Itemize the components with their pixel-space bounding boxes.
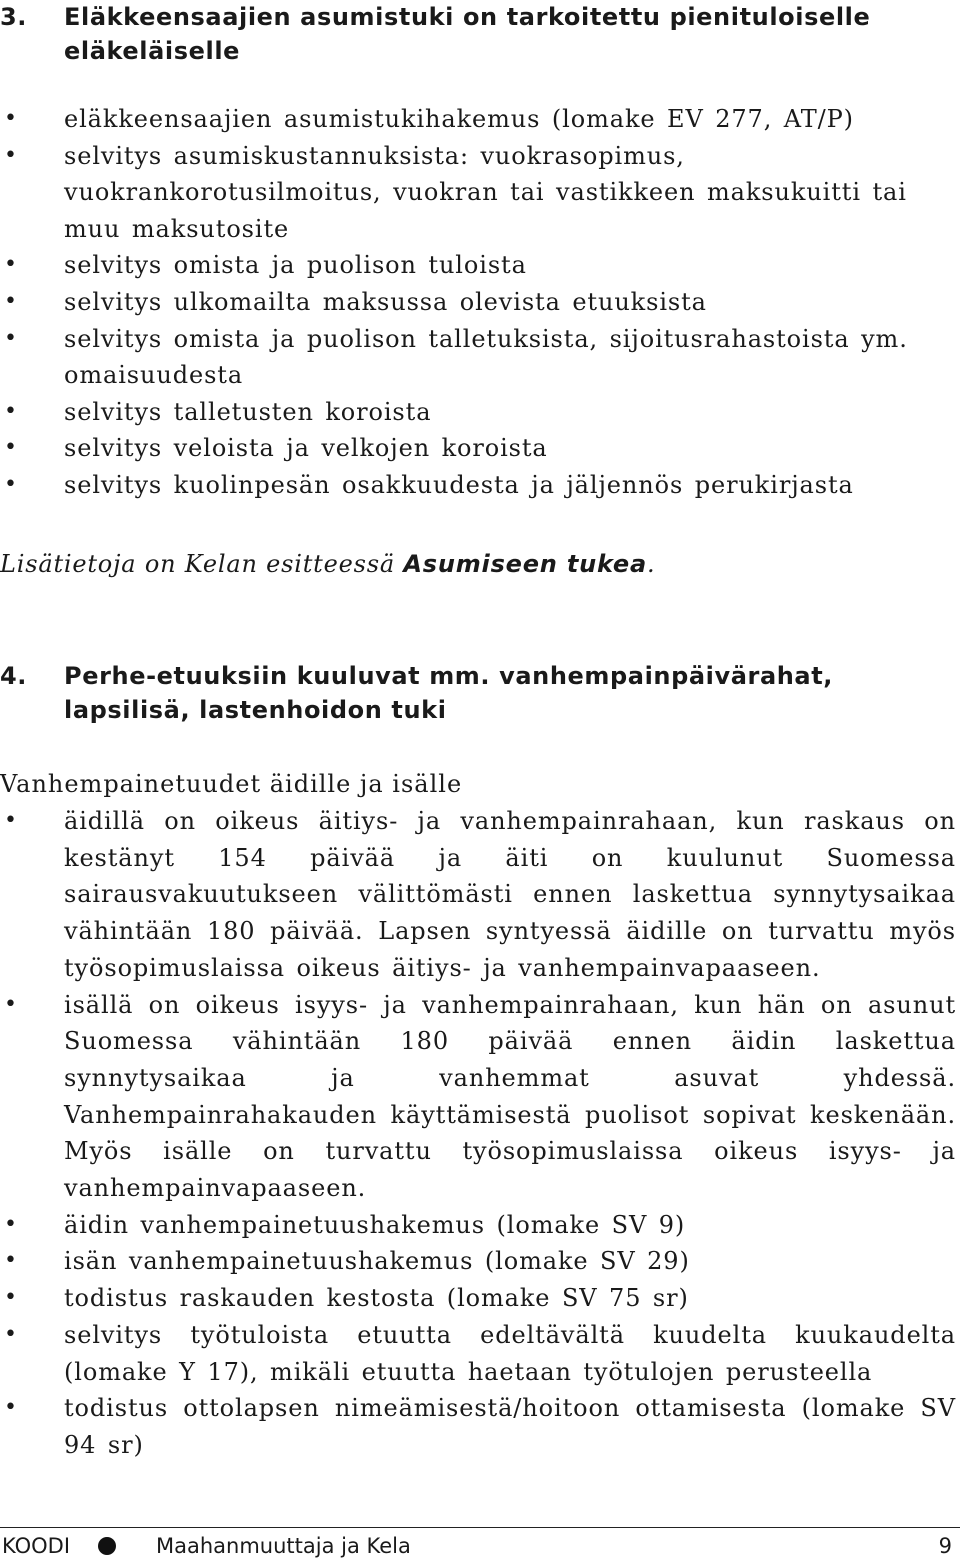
bullet-icon: • bbox=[4, 471, 18, 497]
footer-title: Maahanmuuttaja ja Kela bbox=[156, 1534, 411, 1558]
bullet-icon: • bbox=[4, 1395, 18, 1421]
section-4-heading bbox=[0, 659, 944, 727]
list-item: • äidin vanhempainetuushakemus (lomake SV 9) bbox=[0, 1207, 956, 1244]
bullet-icon: • bbox=[4, 435, 18, 461]
page-footer bbox=[0, 1527, 960, 1562]
section-4-title: Perhe-etuuksiin kuuluvat mm. vanhempainpäivärahat, lapsilisä, lastenhoidon tuki bbox=[64, 662, 834, 724]
list-item: • selvitys talletusten koroista bbox=[0, 394, 956, 431]
section-3 bbox=[0, 0, 960, 68]
list-item: • isän vanhempainetuushakemus (lomake SV 29) bbox=[0, 1243, 956, 1280]
page-number: 9 bbox=[938, 1534, 952, 1558]
list-item: • selvitys asumiskustannuksista: vuokrasopimus, vuokrankorotusilmoitus, vuokran tai vastikkeen maksukuitti tai muu maksutosite bbox=[0, 138, 956, 248]
bullet-icon: • bbox=[4, 1211, 18, 1237]
list-item: • selvitys omista ja puolison talletuksista, sijoitusrahastoista ym. omaisuudesta bbox=[0, 321, 956, 394]
section-3-number: 3. bbox=[0, 3, 28, 31]
section-4-number: 4. bbox=[0, 662, 28, 690]
list-item: • todistus raskauden kestosta (lomake SV 75 sr) bbox=[0, 1280, 956, 1317]
bullet-icon: • bbox=[4, 252, 18, 278]
section-4 bbox=[0, 659, 960, 727]
bullet-icon: • bbox=[4, 1248, 18, 1274]
section-3-title: Eläkkeensaajien asumistuki on tarkoitettu pienituloiselle eläkeläiselle bbox=[64, 3, 871, 65]
list-item: • selvitys kuolinpesän osakkuudesta ja jäljennös perukirjasta bbox=[0, 467, 956, 504]
list-item: • selvitys ulkomailta maksussa olevista etuuksista bbox=[0, 284, 956, 321]
bullet-icon: • bbox=[4, 808, 18, 833]
list-item: • isällä on oikeus isyys- ja vanhempainrahaan, kun hän on asunut Suomessa vähintään 180 päivää ennen äidin laskettua synnytysaikaa ja vanhemmat asuvat yhdessä. Vanhempainrahakauden käyttämisestä puolisot sopivat keskenään. Myös isälle on turvattu työsopimuslaissa oikeus isyys- ja vanhempainvapaaseen. bbox=[0, 987, 956, 1207]
list-item: • selvitys työtuloista etuutta edeltävältä kuudelta kuukaudelta (lomake Y 17), mikäli etuutta haetaan työtulojen perusteella bbox=[0, 1317, 956, 1390]
footer-brand: KOODI bbox=[2, 1534, 71, 1558]
footer-dot-icon bbox=[98, 1537, 116, 1555]
bullet-icon: • bbox=[4, 106, 18, 131]
bullet-icon: • bbox=[4, 1285, 18, 1311]
bullet-icon: • bbox=[4, 325, 18, 351]
section-3-list bbox=[0, 101, 956, 504]
list-item: • selvitys veloista ja velkojen koroista bbox=[0, 430, 956, 467]
bullet-icon: • bbox=[4, 1321, 18, 1347]
list-item: • selvitys omista ja puolison tuloista bbox=[0, 247, 956, 284]
bullet-icon: • bbox=[4, 142, 18, 168]
section-3-heading bbox=[0, 0, 944, 68]
list-item: • äidillä on oikeus äitiys- ja vanhempainrahaan, kun raskaus on kestänyt 154 päivää ja äiti on kuulunut Suomessa sairausvakuutukseen välittömästi ennen laskettua synnytysaikaa vähintään 180 päivää. Lapsen syntyessä äidille on turvattu myös työsopimuslaissa oikeus äitiys- ja vanhempainvapaaseen. bbox=[0, 803, 956, 987]
list-item: • todistus ottolapsen nimeämisestä/hoitoon ottamisesta (lomake SV 94 sr) bbox=[0, 1390, 956, 1463]
bullet-icon: • bbox=[4, 398, 18, 424]
section-4-subheading: Vanhempainetuudet äidille ja isälle bbox=[0, 770, 463, 798]
brochure-title: Asumiseen tukea bbox=[403, 550, 647, 578]
section-4-list bbox=[0, 803, 956, 1464]
bullet-icon: • bbox=[4, 991, 18, 1017]
bullet-icon: • bbox=[4, 288, 18, 314]
list-item: • eläkkeensaajien asumistukihakemus (lomake EV 277, AT/P) bbox=[0, 101, 956, 138]
more-info-text: Lisätietoja on Kelan esitteessä Asumiseen tukea. bbox=[0, 550, 656, 578]
